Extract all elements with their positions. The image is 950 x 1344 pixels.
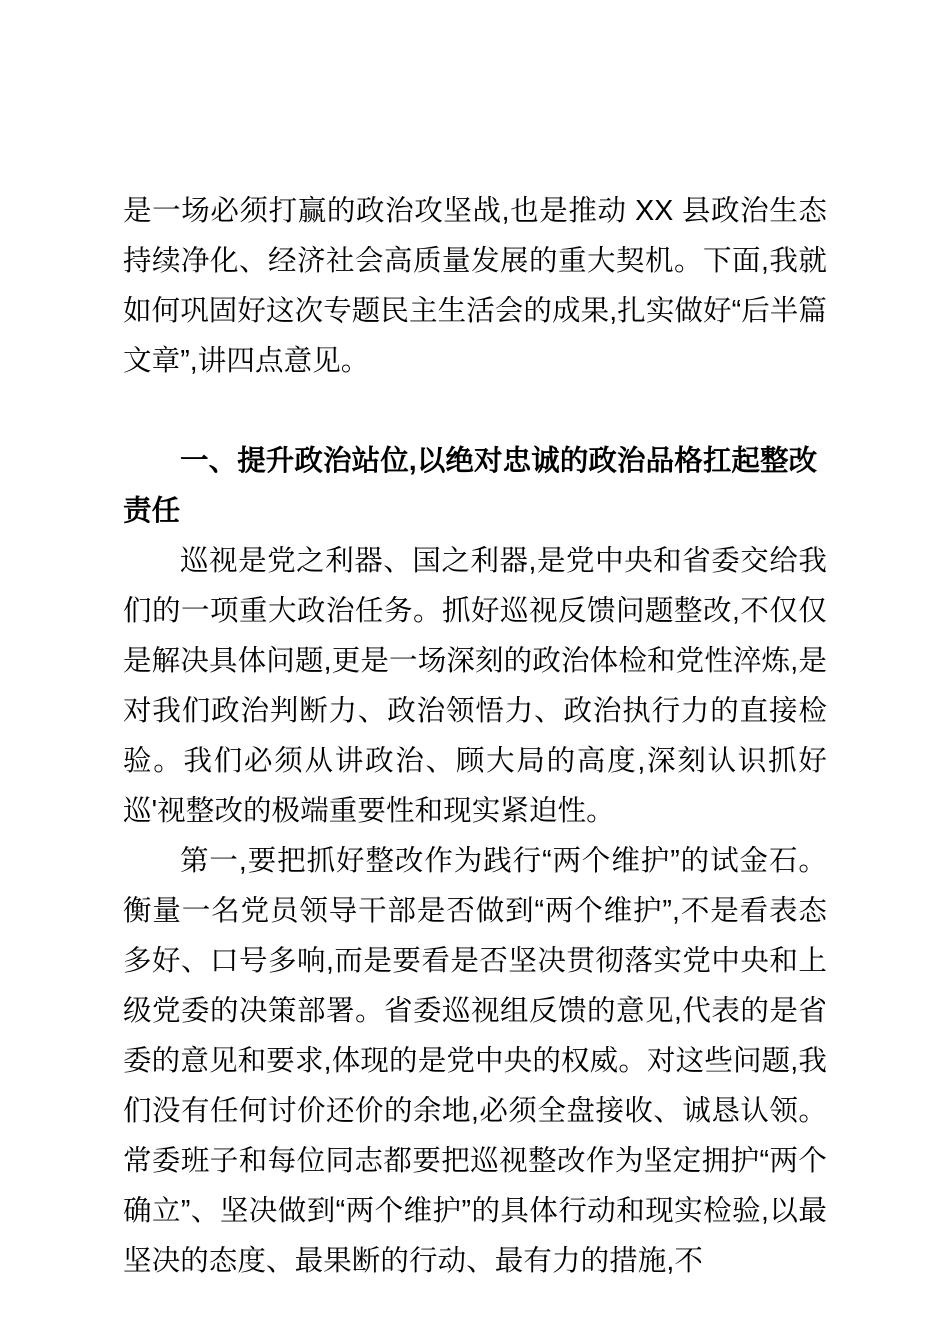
paragraph-diyi: 第一,要把抓好整改作为践行“两个维护”的试金石。衡量一名党员领导干部是否做到“两个维护”,不是看表态多好、口号多响,而是要看是否坚决贯彻落实党中央和上级党委的决策部署。省委巡视组反馈的意见,代表的是省委的意见和要求,体现的是党中央的权威。对这些问题,我们没有任何讨价还价的余地,必须全盘接收、诚恳认领。常委班子和每位同志都要把巡视整改作为坚定拥护“两个确立”、坚决做到“两个维护”的具体行动和现实检验,以最坚决的态度、最果断的行动、最有力的措施,不 <box>123 845 827 1277</box>
paragraph-continued: 是一场必须打赢的政治攻坚战,也是推动 XX 县政治生态持续净化、经济社会高质量发展的重大契机。下面,我就如何巩固好这次专题民主生活会的成果,扎实做好“后半篇文章”,讲四点意见。 <box>123 195 828 377</box>
section-heading-one: 一、提升政治站位,以绝对忠诚的政治品格扛起整改责任 <box>123 445 818 527</box>
document-text-column <box>123 186 827 1286</box>
paragraph-xunshi: 巡视是党之利器、国之利器,是党中央和省委交给我们的一项重大政治任务。抓好巡视反馈问题整改,不仅仅是解决具体问题,更是一场深刻的政治体检和党性淬炼,是对我们政治判断力、政治领悟力、政治执行力的直接检验。我们必须从讲政治、顾大局的高度,深刻认识抓好巡'视整改的极端重要性和现实紧迫性。 <box>123 545 827 827</box>
